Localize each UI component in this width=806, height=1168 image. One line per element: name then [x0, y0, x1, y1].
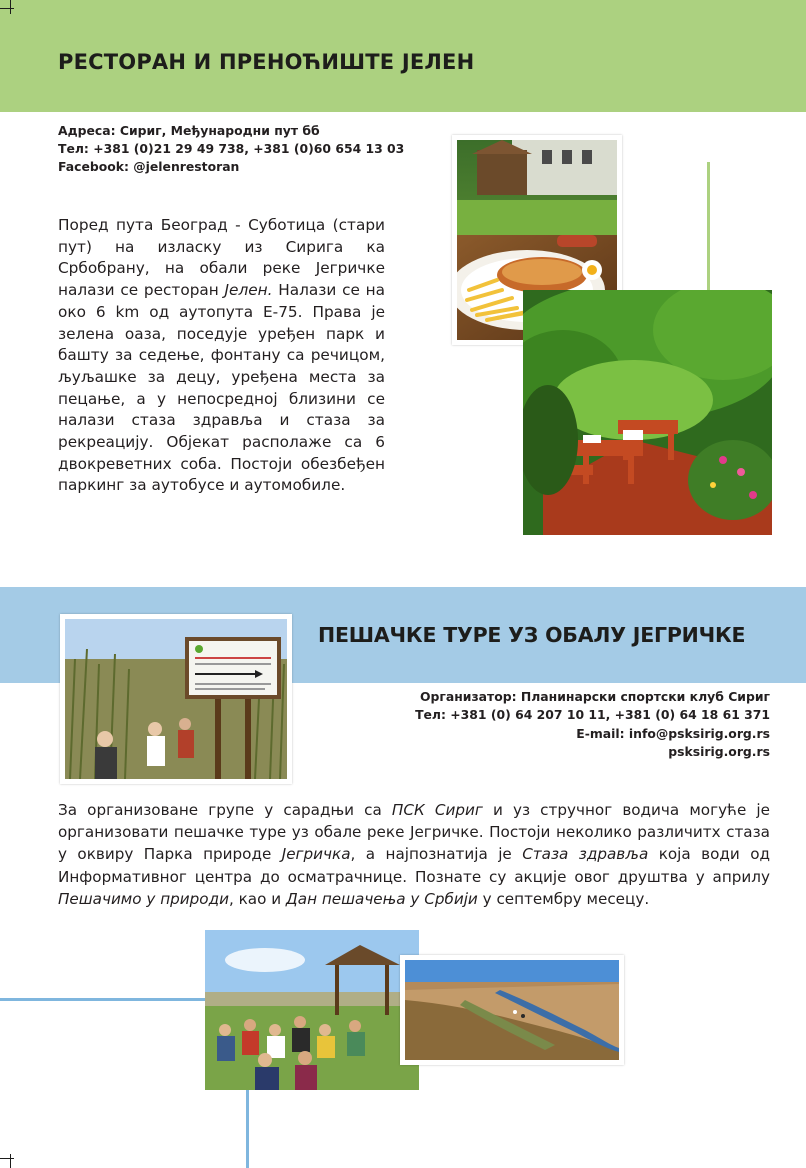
- tours-text: За организоване групе у сарадњи са: [58, 801, 392, 819]
- tour-email[interactable]: E-mail: info@psksirig.org.rs: [576, 725, 770, 741]
- tour-website[interactable]: psksirig.org.rs: [668, 743, 770, 759]
- tours-italic: Дан пешачења у Србији: [285, 889, 478, 908]
- walking-tours-contact: [415, 688, 770, 761]
- restaurant-address: Адреса: Сириг, Међународни пут бб: [58, 123, 320, 138]
- restaurant-desc-italic: Јелен.: [224, 281, 273, 300]
- tours-text: у септембру месецу.: [477, 889, 650, 908]
- restaurant-facebook[interactable]: Facebook: @jelenrestoran: [58, 159, 240, 174]
- tour-phone: Тел: +381 (0) 64 207 10 11, +381 (0) 64 18 61 371: [415, 707, 770, 723]
- crop-mark: [10, 1154, 11, 1168]
- walking-tours-description: [58, 799, 770, 910]
- tours-text: , а најпознатија је: [350, 845, 523, 864]
- tours-italic: Пешачимо у природи: [58, 889, 229, 908]
- restaurant-phone: Тел: +381 (0)21 29 49 738, +381 (0)60 654 13 03: [58, 141, 405, 156]
- restaurant-desc-part1: Поред пута Београд - Суботица (стари пут) на изласку из Сирига ка Србобрану, на обали реке Јегричке налази се ресторан: [58, 216, 385, 300]
- restaurant-description: [58, 215, 385, 497]
- trail-sign-photo: [60, 614, 292, 784]
- crop-mark: [0, 1158, 14, 1159]
- garden-photo: [523, 290, 772, 535]
- restaurant-title: РЕСТОРАН И ПРЕНОЋИШТЕ ЈЕЛЕН: [58, 50, 475, 74]
- tour-organizer: Организатор: Планинарски спортски клуб Сириг: [419, 689, 770, 704]
- crop-mark: [0, 8, 14, 9]
- decorative-green-line-vertical: [707, 162, 710, 297]
- group-hike-photo: [205, 930, 419, 1090]
- river-landscape-photo: [400, 955, 624, 1065]
- tours-italic: Јегричка: [281, 845, 351, 864]
- walking-tours-title: ПЕШАЧКЕ ТУРЕ УЗ ОБАЛУ ЈЕГРИЧКЕ: [318, 623, 746, 647]
- tours-italic: Стаза здравља: [522, 845, 649, 864]
- tours-text: и уз стручног водича могуће је организовати пешачке туре уз обале реке Јегричке. Постоји неколико различитх стаза у оквиру Парка природе: [58, 801, 771, 864]
- tours-text: , као и: [228, 889, 286, 908]
- tours-italic: ПСК Сириг: [391, 801, 483, 819]
- restaurant-contact: [58, 122, 404, 176]
- tours-text: која води од Информативног центра до осматрачнице. Познате су акције овог друштва у априлу: [58, 845, 770, 886]
- crop-mark: [10, 0, 11, 14]
- decorative-blue-line-vertical: [246, 1086, 249, 1168]
- restaurant-desc-part2: Налази се на око 6 km од аутопута Е-75. Права је зелена оаза, поседује уређен парк и башту за седење, фонтану са речицом, љуљашке за децу, уређена места за пецање, а у непосредној близини се налази стаза здравља и стаза за рекреацију. Објекат располаже са 6 двокреветних соба. Постоји обезбеђен паркинг за аутобусе и аутомобиле.: [58, 281, 385, 495]
